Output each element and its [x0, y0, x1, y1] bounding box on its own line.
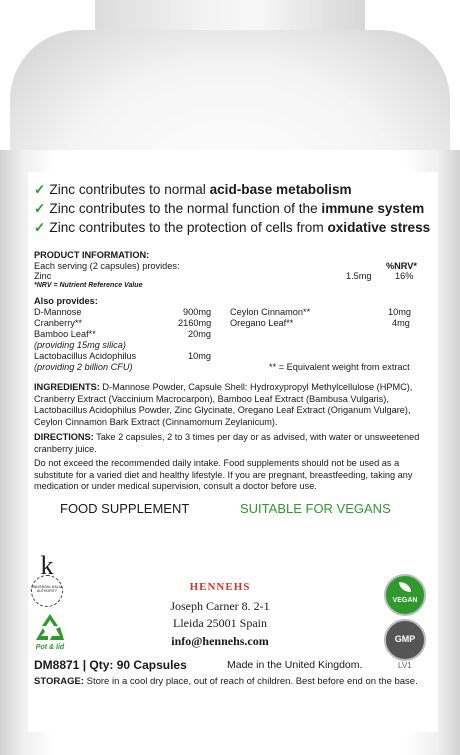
k-logo-icon: k	[40, 551, 54, 580]
nrv-header: %NRV*	[386, 261, 417, 271]
ingredient-name: Oregano Leaf**	[230, 318, 294, 328]
ingredient-name: D-Mannose	[34, 307, 82, 317]
also-provides-heading: Also provides:	[34, 296, 98, 306]
ingredient-note: (providing 15mg silica)	[34, 340, 126, 350]
ingredient-amount: 2160mg	[178, 318, 212, 328]
halal-badge	[27, 553, 67, 608]
product-info-heading: PRODUCT INFORMATION:	[34, 250, 150, 260]
product-code-qty: DM8871 | Qty: 90 Capsules	[34, 658, 187, 672]
check-icon: ✓	[34, 182, 46, 197]
gmp-badge	[384, 619, 426, 661]
label-version: LV1	[398, 661, 412, 670]
zinc-name: Zinc	[34, 271, 52, 281]
equivalent-note: ** = Equivalent weight from extract	[269, 362, 410, 372]
benefit-claim: ✓ Zinc contributes to the normal function of the immune system	[34, 201, 425, 216]
halal-text: UNIVERSAL HALAL AUTHORITY	[31, 585, 63, 593]
ingredient-amount: 10mg	[388, 307, 411, 317]
recycle-icon	[32, 612, 68, 644]
ingredient-note: (providing 2 billion CFU)	[34, 362, 133, 372]
vegan-badge	[384, 574, 426, 616]
ingredient-amount: 4mg	[392, 318, 410, 328]
benefit-claim: ✓ Zinc contributes to the protection of cells from oxidative stress	[34, 220, 431, 235]
made-in-text: Made in the United Kingdom.	[227, 659, 363, 671]
ingredients-text: INGREDIENTS: D-Mannose Powder, Capsule Shell: Hydroxypropyl Methylcellulose (HPMC), Cranberry Extract (Vaccinium Macrocarpon), Bamboo Leaf Extract (Bambusa Vulgaris), Lactobacillus Acidophilus Powder, Zinc Glycinate, Oregano Leaf Extract (Origanum Vulgare), Ceylon Cinnamon Bark Extract (Cinnamomum Zeylanicum).	[34, 382, 413, 427]
ingredient-name: Ceylon Cinnamon**	[230, 307, 311, 317]
check-icon: ✓	[34, 220, 46, 235]
leaf-icon	[399, 582, 411, 592]
food-supplement-label: FOOD SUPPLEMENT	[60, 501, 190, 516]
distributor-email: info@hennehs.com	[171, 634, 269, 648]
gmp-text: GMP	[394, 634, 416, 644]
brand-name: HENNEHS	[189, 581, 251, 593]
zinc-nrv: 16%	[395, 271, 414, 281]
ingredient-amount: 900mg	[183, 307, 212, 317]
zinc-amount: 1.5mg	[346, 271, 372, 281]
ingredient-name: Lactobacillus Acidophilus	[34, 351, 137, 361]
ingredient-name: Bamboo Leaf**	[34, 329, 96, 339]
distributor-address-line1: Joseph Carner 8. 2-1	[170, 599, 270, 613]
suitable-vegans-label: SUITABLE FOR VEGANS	[240, 501, 391, 516]
storage-text: STORAGE: Store in a cool dry place, out of reach of children. Best before end on the base.	[34, 676, 418, 687]
vegan-text: VEGAN	[392, 597, 418, 604]
serving-text: Each serving (2 capsules) provides:	[34, 261, 180, 271]
ingredient-amount: 20mg	[188, 329, 211, 339]
ingredient-amount: 10mg	[188, 351, 211, 361]
benefit-claim: ✓ Zinc contributes to normal acid-base metabolism	[34, 182, 352, 197]
warning-text: Do not exceed the recommended daily intake. Food supplements should not be used as a substitute for a varied diet and healthy lifestyle. If you are pregnant, breastfeeding, taking any medication or under medical supervision, consult a doctor before use.	[34, 458, 413, 491]
directions-text: DIRECTIONS: Take 2 capsules, 2 to 3 times per day or as advised, with water or unsweetened cranberry juice.	[34, 432, 420, 454]
recycle-caption: Pot & lid	[35, 644, 65, 651]
distributor-address-line2: Lleida 25001 Spain	[173, 616, 267, 630]
ingredient-name: Cranberry**	[34, 318, 82, 328]
check-icon: ✓	[34, 201, 46, 216]
recycle-badge	[30, 612, 70, 652]
nrv-note: *NRV = Nutrient Reference Value	[34, 282, 143, 289]
